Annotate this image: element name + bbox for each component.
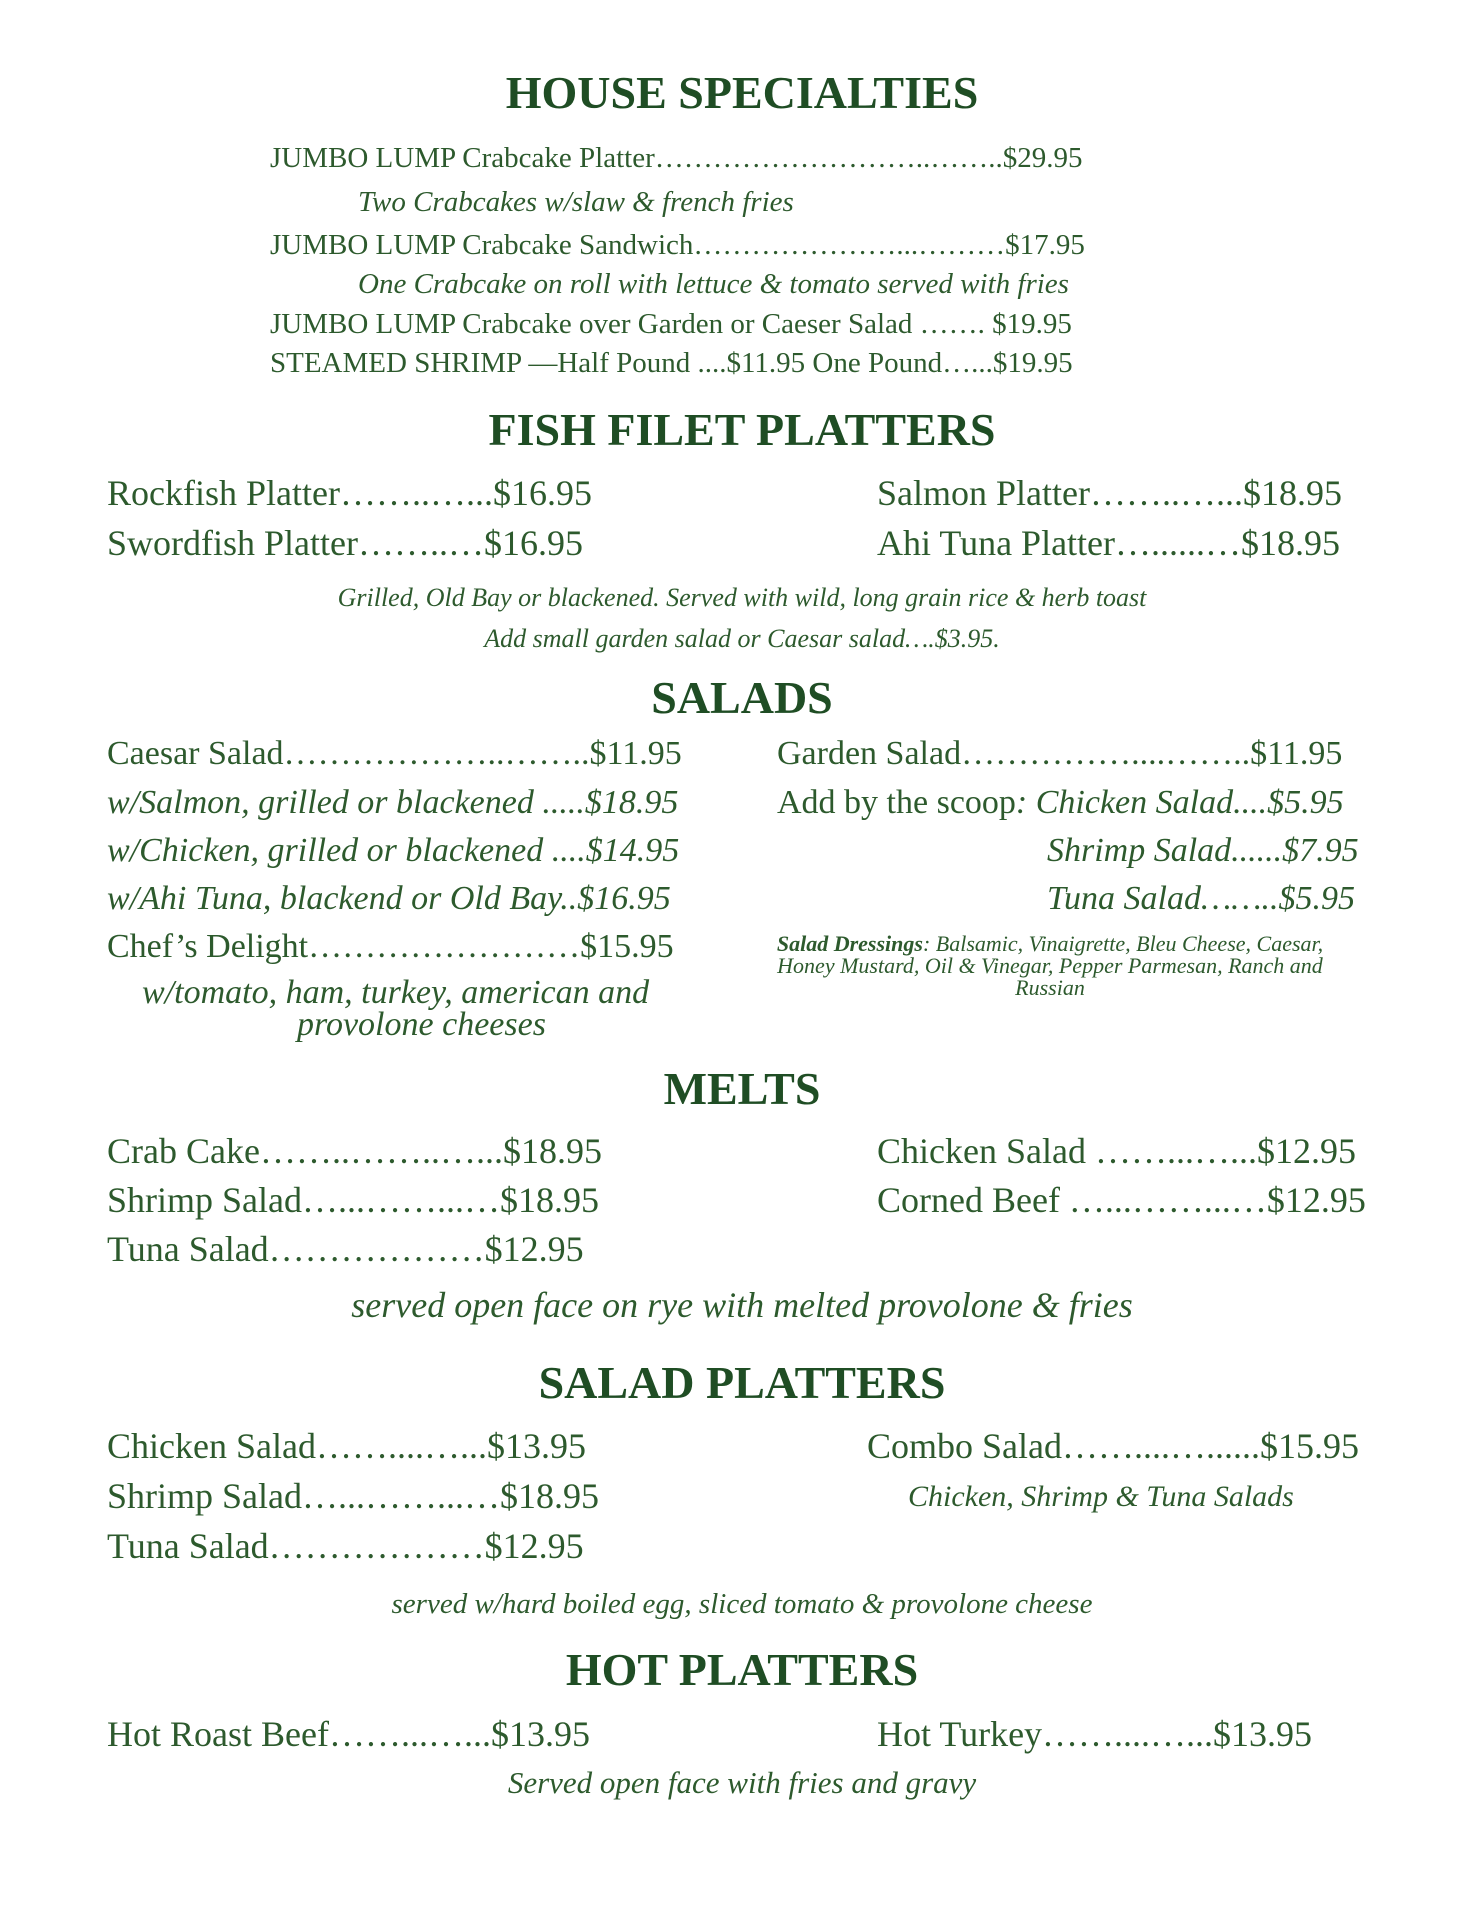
house-item-desc: One Crabcake on roll with lettuce & tomato served with fries xyxy=(358,268,1069,300)
combo-desc: Chicken, Shrimp & Tuna Salads xyxy=(908,1480,1294,1513)
dressings-label: Salad Dressings xyxy=(776,931,923,956)
menu-item: Chicken Salad ……...…...$12.95 xyxy=(877,1131,1356,1171)
menu-item: Salmon Platter……..…...$18.95 xyxy=(877,473,1342,513)
chef-desc: provolone cheeses xyxy=(297,1006,546,1043)
scoop-shrimp: Shrimp Salad......$7.95 xyxy=(1047,832,1359,869)
menu-item: Hot Turkey……....…...$13.95 xyxy=(877,1714,1313,1754)
house-item-desc: Two Crabcakes w/slaw & french fries xyxy=(358,186,794,218)
salads-heading: SALADS xyxy=(651,672,833,723)
menu-item: Garden Salad……………....……..$11.95 xyxy=(777,735,1343,772)
fish-note: Grilled, Old Bay or blackened. Served with wild, long grain rice & herb toast xyxy=(337,583,1147,612)
scoop-tuna: Tuna Salad……..$5.95 xyxy=(1047,880,1355,917)
menu-item: Corned Beef …...……...…$12.95 xyxy=(877,1180,1366,1220)
chef-desc: w/tomato, ham, turkey, american and xyxy=(142,974,650,1011)
hot-note: Served open face with fries and gravy xyxy=(507,1765,977,1800)
menu-item: Shrimp Salad…...……...…$18.95 xyxy=(107,1476,599,1516)
menu-item: w/Ahi Tuna, blackend or Old Bay..$16.95 xyxy=(107,880,671,917)
melts-heading: MELTS xyxy=(663,1063,821,1114)
house-item-crabcake-sandwich: JUMBO LUMP Crabcake Sandwich…………………...………$17.95 xyxy=(270,229,1085,261)
menu-item: Hot Roast Beef……...…...$13.95 xyxy=(107,1714,590,1754)
melts-note: served open face on rye with melted provolone & fries xyxy=(351,1285,1133,1325)
menu-item: Swordfish Platter……..…$16.95 xyxy=(107,523,583,563)
menu-item: Chicken Salad……....…...$13.95 xyxy=(107,1426,586,1466)
menu-item: w/Chicken, grilled or blackened ....$14.95 xyxy=(107,832,680,869)
menu-item: Crab Cake……..……..…...$18.95 xyxy=(107,1131,602,1171)
house-specialties-heading: HOUSE SPECIALTIES xyxy=(505,67,979,118)
menu-item: Rockfish Platter……..…...$16.95 xyxy=(107,473,592,513)
fish-note: Add small garden salad or Caesar salad….$3.95. xyxy=(484,624,1000,653)
menu-item: Shrimp Salad…...……...…$18.95 xyxy=(107,1180,599,1220)
dressings-text: : Balsamic, Vinaigrette, Bleu Cheese, Caesar, Honey Mustard, Oil & Vinegar, Pepper Parmesan, Ranch and Russian xyxy=(777,931,1324,1000)
menu-item: Chef’s Delight……………………$15.95 xyxy=(107,928,674,965)
menu-item: w/Salmon, grilled or blackened .....$18.95 xyxy=(107,784,679,821)
salad-platters-note: served w/hard boiled egg, sliced tomato & provolone cheese xyxy=(391,1588,1093,1620)
menu-item: Combo Salad……....…......$15.95 xyxy=(867,1426,1359,1466)
menu-item: Tuna Salad………………$12.95 xyxy=(107,1526,584,1566)
scoop-line xyxy=(777,784,1344,822)
scoop-chicken: : Chicken Salad....$5.95 xyxy=(1015,784,1344,821)
fish-filet-heading: FISH FILET PLATTERS xyxy=(488,404,996,455)
menu-item: Tuna Salad………………$12.95 xyxy=(107,1229,584,1269)
hot-platters-heading: HOT PLATTERS xyxy=(565,1644,919,1695)
salad-dressings xyxy=(770,933,1330,999)
salad-platters-heading: SALAD PLATTERS xyxy=(538,1357,946,1408)
menu-item: Caesar Salad………………..……..$11.95 xyxy=(107,735,682,772)
house-item-crabcake-salad: JUMBO LUMP Crabcake over Garden or Caeser Salad ……. $19.95 xyxy=(270,308,1072,340)
scoop-label: Add by the scoop xyxy=(777,784,1016,821)
menu-item: Ahi Tuna Platter…......…$18.95 xyxy=(877,523,1341,563)
house-item-steamed-shrimp: STEAMED SHRIMP —Half Pound ....$11.95 One Pound…...$19.95 xyxy=(270,347,1073,379)
house-item-crabcake-platter: JUMBO LUMP Crabcake Platter………………………..……..$29.95 xyxy=(270,142,1083,174)
